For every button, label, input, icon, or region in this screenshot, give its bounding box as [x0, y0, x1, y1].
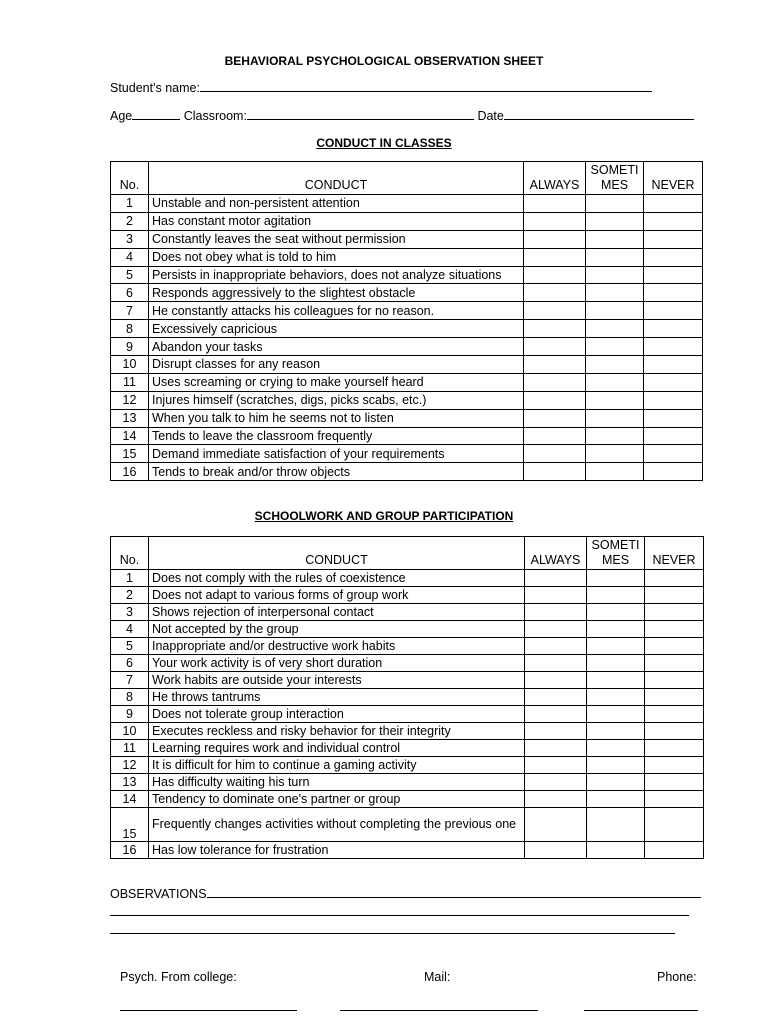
- cell-always[interactable]: [525, 774, 587, 791]
- row-number: 16: [111, 463, 149, 481]
- age-classroom-date-row: [110, 107, 694, 123]
- conduct-text: Has constant motor agitation: [149, 212, 524, 230]
- conduct-in-classes-table: [110, 161, 703, 481]
- classroom-label: Classroom:: [183, 109, 247, 123]
- age-label: Age: [110, 109, 133, 123]
- row-number: 7: [111, 302, 149, 320]
- conduct-text: Does not tolerate group interaction: [149, 706, 525, 723]
- row-number: 1: [111, 195, 149, 213]
- table-row: [111, 463, 703, 481]
- row-number: 5: [111, 266, 149, 284]
- cell-never[interactable]: [644, 248, 703, 266]
- row-number: 13: [111, 409, 149, 427]
- cell-never[interactable]: [644, 445, 703, 463]
- column-header-sometimes: SOMETI MES: [586, 162, 644, 195]
- conduct-text: Not accepted by the group: [149, 621, 525, 638]
- column-header-always: ALWAYS: [524, 162, 586, 195]
- cell-never[interactable]: [645, 791, 704, 808]
- cell-never[interactable]: [644, 338, 703, 356]
- conduct-text: Work habits are outside your interests: [149, 672, 525, 689]
- schoolwork-table: [110, 536, 704, 859]
- table-row: [111, 672, 704, 689]
- student-name-field[interactable]: [200, 79, 652, 92]
- row-number: 15: [111, 808, 149, 842]
- cell-always[interactable]: [525, 621, 587, 638]
- cell-never[interactable]: [644, 409, 703, 427]
- cell-sometimes[interactable]: [587, 604, 645, 621]
- mail-signature-line[interactable]: [340, 1010, 538, 1011]
- cell-sometimes[interactable]: [587, 791, 645, 808]
- cell-always[interactable]: [525, 672, 587, 689]
- row-number: 9: [111, 338, 149, 356]
- cell-always[interactable]: [524, 230, 586, 248]
- cell-never[interactable]: [644, 391, 703, 409]
- cell-sometimes[interactable]: [586, 212, 644, 230]
- cell-always[interactable]: [525, 587, 587, 604]
- table-row: [111, 740, 704, 757]
- cell-never[interactable]: [645, 757, 704, 774]
- cell-always[interactable]: [525, 740, 587, 757]
- conduct-text: Does not adapt to various forms of group work: [149, 587, 525, 604]
- cell-never[interactable]: [645, 587, 704, 604]
- table-row: [111, 757, 704, 774]
- row-number: 13: [111, 774, 149, 791]
- cell-always[interactable]: [525, 689, 587, 706]
- table-row: [111, 842, 704, 859]
- row-number: 8: [111, 320, 149, 338]
- cell-sometimes[interactable]: [587, 689, 645, 706]
- table-row: [111, 689, 704, 706]
- table-row: [111, 212, 703, 230]
- row-number: 12: [111, 391, 149, 409]
- cell-never[interactable]: [644, 356, 703, 374]
- column-header-no: No.: [111, 162, 149, 195]
- cell-always[interactable]: [524, 445, 586, 463]
- table-row: [111, 604, 704, 621]
- cell-sometimes[interactable]: [586, 356, 644, 374]
- cell-sometimes[interactable]: [587, 740, 645, 757]
- student-name-row: [110, 79, 652, 95]
- row-number: 11: [111, 373, 149, 391]
- observations-label: OBSERVATIONS: [110, 887, 207, 901]
- psych-label: Psych. From college:: [120, 970, 237, 984]
- row-number: 8: [111, 689, 149, 706]
- conduct-text: Frequently changes activities without completing the previous one: [149, 808, 525, 842]
- page-title: BEHAVIORAL PSYCHOLOGICAL OBSERVATION SHEET: [224, 54, 544, 68]
- conduct-text: Demand immediate satisfaction of your requirements: [149, 445, 524, 463]
- cell-sometimes[interactable]: [587, 706, 645, 723]
- cell-never[interactable]: [644, 284, 703, 302]
- cell-never[interactable]: [644, 302, 703, 320]
- cell-never[interactable]: [645, 774, 704, 791]
- cell-sometimes[interactable]: [586, 373, 644, 391]
- row-number: 2: [111, 587, 149, 604]
- table-row: [111, 248, 703, 266]
- cell-sometimes[interactable]: [586, 463, 644, 481]
- cell-always[interactable]: [524, 463, 586, 481]
- cell-never[interactable]: [644, 427, 703, 445]
- cell-never[interactable]: [645, 706, 704, 723]
- cell-sometimes[interactable]: [587, 638, 645, 655]
- conduct-text: Does not obey what is told to him: [149, 248, 524, 266]
- conduct-text: Abandon your tasks: [149, 338, 524, 356]
- table-row: [111, 638, 704, 655]
- cell-always[interactable]: [524, 373, 586, 391]
- conduct-text: Tends to break and/or throw objects: [149, 463, 524, 481]
- cell-always[interactable]: [525, 757, 587, 774]
- row-number: 4: [111, 248, 149, 266]
- column-header-conduct: CONDUCT: [149, 162, 524, 195]
- cell-always[interactable]: [524, 266, 586, 284]
- row-number: 7: [111, 672, 149, 689]
- cell-never[interactable]: [645, 638, 704, 655]
- observations-line-3[interactable]: [110, 933, 675, 934]
- cell-always[interactable]: [524, 248, 586, 266]
- column-header-never: NEVER: [644, 162, 703, 195]
- cell-never[interactable]: [644, 266, 703, 284]
- cell-sometimes[interactable]: [587, 723, 645, 740]
- row-number: 14: [111, 427, 149, 445]
- conduct-text: Injures himself (scratches, digs, picks scabs, etc.): [149, 391, 524, 409]
- conduct-text: Responds aggressively to the slightest obstacle: [149, 284, 524, 302]
- age-field[interactable]: [132, 107, 180, 120]
- cell-always[interactable]: [524, 302, 586, 320]
- row-number: 14: [111, 791, 149, 808]
- conduct-text: He constantly attacks his colleagues for no reason.: [149, 302, 524, 320]
- row-number: 6: [111, 284, 149, 302]
- cell-sometimes[interactable]: [587, 655, 645, 672]
- cell-never[interactable]: [645, 842, 704, 859]
- cell-always[interactable]: [525, 808, 587, 842]
- phone-signature-line[interactable]: [584, 1010, 698, 1011]
- conduct-text: Tends to leave the classroom frequently: [149, 427, 524, 445]
- table-row: [111, 655, 704, 672]
- conduct-text: Shows rejection of interpersonal contact: [149, 604, 525, 621]
- table-row: [111, 445, 703, 463]
- conduct-text: Does not comply with the rules of coexistence: [149, 570, 525, 587]
- cell-sometimes[interactable]: [586, 266, 644, 284]
- table-row: [111, 808, 704, 842]
- table-row: [111, 706, 704, 723]
- conduct-text: Excessively capricious: [149, 320, 524, 338]
- cell-sometimes[interactable]: [587, 570, 645, 587]
- conduct-text: Your work activity is of very short duration: [149, 655, 525, 672]
- table-row: [111, 266, 703, 284]
- psych-signature-line[interactable]: [120, 1010, 297, 1011]
- conduct-text: Unstable and non-persistent attention: [149, 195, 524, 213]
- table-row: [111, 427, 703, 445]
- table-row: [111, 284, 703, 302]
- cell-never[interactable]: [644, 212, 703, 230]
- observations-row: [110, 885, 701, 901]
- cell-sometimes[interactable]: [586, 248, 644, 266]
- row-number: 9: [111, 706, 149, 723]
- conduct-text: Learning requires work and individual control: [149, 740, 525, 757]
- row-number: 5: [111, 638, 149, 655]
- cell-sometimes[interactable]: [586, 445, 644, 463]
- cell-always[interactable]: [525, 842, 587, 859]
- row-number: 16: [111, 842, 149, 859]
- cell-always[interactable]: [524, 338, 586, 356]
- table-row: [111, 409, 703, 427]
- conduct-text: Inappropriate and/or destructive work habits: [149, 638, 525, 655]
- cell-always[interactable]: [525, 706, 587, 723]
- row-number: 2: [111, 212, 149, 230]
- cell-sometimes[interactable]: [586, 302, 644, 320]
- table-row: [111, 320, 703, 338]
- column-header-always: ALWAYS: [525, 537, 587, 570]
- cell-sometimes[interactable]: [587, 672, 645, 689]
- conduct-text: Tendency to dominate one's partner or group: [149, 791, 525, 808]
- cell-never[interactable]: [645, 621, 704, 638]
- table-row: [111, 338, 703, 356]
- cell-never[interactable]: [644, 320, 703, 338]
- table-row: [111, 391, 703, 409]
- cell-sometimes[interactable]: [586, 409, 644, 427]
- section-title-schoolwork: SCHOOLWORK AND GROUP PARTICIPATION: [254, 509, 514, 523]
- cell-always[interactable]: [524, 356, 586, 374]
- conduct-text: When you talk to him he seems not to listen: [149, 409, 524, 427]
- table-row: [111, 791, 704, 808]
- column-header-never: NEVER: [645, 537, 704, 570]
- conduct-text: He throws tantrums: [149, 689, 525, 706]
- cell-sometimes[interactable]: [586, 284, 644, 302]
- cell-never[interactable]: [645, 740, 704, 757]
- cell-never[interactable]: [644, 230, 703, 248]
- cell-never[interactable]: [644, 195, 703, 213]
- cell-never[interactable]: [645, 570, 704, 587]
- column-header-conduct: CONDUCT: [149, 537, 525, 570]
- section-title-conduct-in-classes: CONDUCT IN CLASSES: [316, 136, 452, 150]
- cell-sometimes[interactable]: [586, 320, 644, 338]
- row-number: 3: [111, 604, 149, 621]
- cell-sometimes[interactable]: [587, 757, 645, 774]
- cell-sometimes[interactable]: [587, 808, 645, 842]
- cell-always[interactable]: [525, 655, 587, 672]
- cell-always[interactable]: [524, 320, 586, 338]
- date-label: Date: [477, 109, 504, 123]
- conduct-text: Persists in inappropriate behaviors, does not analyze situations: [149, 266, 524, 284]
- cell-never[interactable]: [644, 463, 703, 481]
- cell-always[interactable]: [524, 284, 586, 302]
- cell-always[interactable]: [525, 638, 587, 655]
- table-row: [111, 570, 704, 587]
- row-number: 1: [111, 570, 149, 587]
- cell-never[interactable]: [645, 723, 704, 740]
- row-number: 15: [111, 445, 149, 463]
- cell-always[interactable]: [524, 391, 586, 409]
- cell-sometimes[interactable]: [586, 391, 644, 409]
- table-row: [111, 373, 703, 391]
- cell-never[interactable]: [645, 689, 704, 706]
- conduct-text: Has low tolerance for frustration: [149, 842, 525, 859]
- row-number: 3: [111, 230, 149, 248]
- row-number: 10: [111, 356, 149, 374]
- student-name-label: Student's name:: [110, 81, 200, 95]
- table-row: [111, 195, 703, 213]
- row-number: 11: [111, 740, 149, 757]
- observations-field[interactable]: [207, 885, 701, 898]
- table-row: [111, 587, 704, 604]
- column-header-no: No.: [111, 537, 149, 570]
- cell-sometimes[interactable]: [586, 338, 644, 356]
- cell-always[interactable]: [525, 570, 587, 587]
- cell-never[interactable]: [645, 604, 704, 621]
- cell-never[interactable]: [644, 373, 703, 391]
- table-row: [111, 302, 703, 320]
- conduct-text: It is difficult for him to continue a gaming activity: [149, 757, 525, 774]
- cell-never[interactable]: [645, 672, 704, 689]
- cell-sometimes[interactable]: [586, 195, 644, 213]
- cell-sometimes[interactable]: [587, 621, 645, 638]
- observations-line-2[interactable]: [110, 915, 689, 916]
- cell-always[interactable]: [524, 409, 586, 427]
- table-row: [111, 230, 703, 248]
- column-header-sometimes: SOMETI MES: [587, 537, 645, 570]
- table-row: [111, 774, 704, 791]
- row-number: 12: [111, 757, 149, 774]
- cell-sometimes[interactable]: [586, 230, 644, 248]
- cell-always[interactable]: [525, 604, 587, 621]
- conduct-text: Executes reckless and risky behavior for their integrity: [149, 723, 525, 740]
- classroom-field[interactable]: [247, 107, 474, 120]
- cell-always[interactable]: [524, 195, 586, 213]
- conduct-text: Has difficulty waiting his turn: [149, 774, 525, 791]
- conduct-text: Uses screaming or crying to make yourself heard: [149, 373, 524, 391]
- cell-never[interactable]: [645, 808, 704, 842]
- table-row: [111, 356, 703, 374]
- row-number: 10: [111, 723, 149, 740]
- cell-always[interactable]: [524, 212, 586, 230]
- conduct-text: Constantly leaves the seat without permission: [149, 230, 524, 248]
- cell-sometimes[interactable]: [587, 774, 645, 791]
- mail-label: Mail:: [424, 970, 451, 984]
- phone-label: Phone:: [657, 970, 697, 984]
- row-number: 4: [111, 621, 149, 638]
- date-field[interactable]: [504, 107, 694, 120]
- cell-sometimes[interactable]: [587, 842, 645, 859]
- cell-never[interactable]: [645, 655, 704, 672]
- row-number: 6: [111, 655, 149, 672]
- table-row: [111, 621, 704, 638]
- conduct-text: Disrupt classes for any reason: [149, 356, 524, 374]
- table-row: [111, 723, 704, 740]
- cell-always[interactable]: [525, 723, 587, 740]
- cell-always[interactable]: [525, 791, 587, 808]
- cell-sometimes[interactable]: [587, 587, 645, 604]
- cell-always[interactable]: [524, 427, 586, 445]
- cell-sometimes[interactable]: [586, 427, 644, 445]
